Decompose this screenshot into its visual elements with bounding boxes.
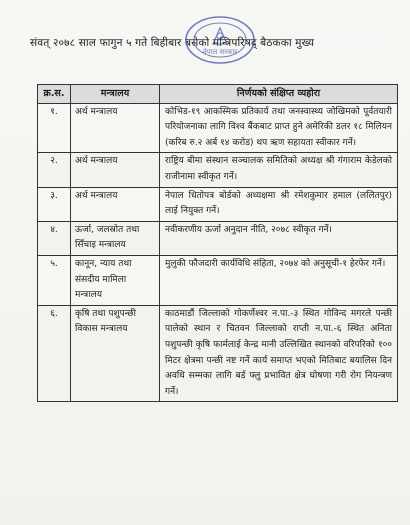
row-ministry: ऊर्जा, जलस्रोत तथा सिँचाइ मन्त्रालय — [71, 221, 160, 255]
table-header-row — [38, 85, 398, 104]
row-serial: ५. — [38, 255, 71, 305]
header-decision: निर्णयको संक्षिप्त व्यहोरा — [160, 85, 398, 104]
table-row — [38, 153, 398, 187]
emblem-seal-icon — [183, 14, 257, 66]
row-ministry: अर्थ मन्त्रालय — [71, 153, 160, 187]
row-serial: १. — [38, 103, 71, 153]
row-decision: राष्ट्रिय बीमा संस्थान सञ्चालक समितिको अध्यक्ष श्री गंगाराम केडेलको राजीनामा स्वीकृत गर्ने। — [160, 153, 398, 187]
table-row — [38, 255, 398, 305]
row-decision: नेपाल धितोपत्र बोर्डको अध्यक्षमा श्री रमेशकुमार हमाल (ललितपुर) लाई नियुक्त गर्ने। — [160, 187, 398, 221]
row-ministry: कृषि तथा पशुपन्छी विकास मन्त्रालय — [71, 305, 160, 402]
table-row — [38, 221, 398, 255]
row-serial: ३. — [38, 187, 71, 221]
header-serial: क्र.स. — [38, 85, 71, 104]
row-serial: ४. — [38, 221, 71, 255]
table-row — [38, 103, 398, 153]
row-decision: कोभिड-१९ आकस्मिक प्रतिकार्य तथा जनस्वास्थ्य जोखिमको पूर्वतयारी परियोजनाका लागि विश्व बैंकबाट प्राप्त हुने अमेरिकी डलर १८ मिलियन (करिब रु.२ अर्ब १४ करोड) थप ऋण सहायता स्वीकार गर्ने। — [160, 103, 398, 153]
decisions-table — [37, 84, 398, 402]
table-row — [38, 187, 398, 221]
row-ministry: अर्थ मन्त्रालय — [71, 187, 160, 221]
row-ministry: अर्थ मन्त्रालय — [71, 103, 160, 153]
row-decision: नवीकरणीय ऊर्जा अनुदान नीति, २०७८ स्वीकृत गर्ने। — [160, 221, 398, 255]
stamp-text: नेपाल सरकार — [202, 48, 238, 56]
row-decision: काठमाडौं जिल्लाको गोकर्णेश्वर न.पा.-३ स्थित गोविन्द मगरले पन्छी पालेको स्थान र चितवन जिल्लाको राप्ती न.पा.-६ स्थित अनिता पशुपन्छी कृषि फार्मलाई केन्द्र मानी उल्लिखित स्थानको वरिपरिको १०० मिटर क्षेत्रमा पन्छी नष्ट गर्ने कार्य समाप्त भएको मितिबाट बयालिस दिन अवधि सम्मका लागि बर्ड फ्लु प्रभावित क्षेत्र घोषणा गरी रोग नियन्त्रण गर्ने। — [160, 305, 398, 402]
header-ministry: मन्त्रालय — [71, 85, 160, 104]
table-row — [38, 305, 398, 402]
row-serial: ६. — [38, 305, 71, 402]
row-decision: मुलुकी फौजदारी कार्यविधि संहिता, २०७४ को अनुसूची-१ हेरफेर गर्ने। — [160, 255, 398, 305]
document-heading: संवत् २०७८ साल फागुन ५ गते बिहीबार बसेको मन्त्रिपरिषद् बैठकका मुख्य — [30, 37, 315, 49]
row-ministry: कानून, न्याय तथा संसदीय मामिला मन्त्रालय — [71, 255, 160, 305]
row-serial: २. — [38, 153, 71, 187]
